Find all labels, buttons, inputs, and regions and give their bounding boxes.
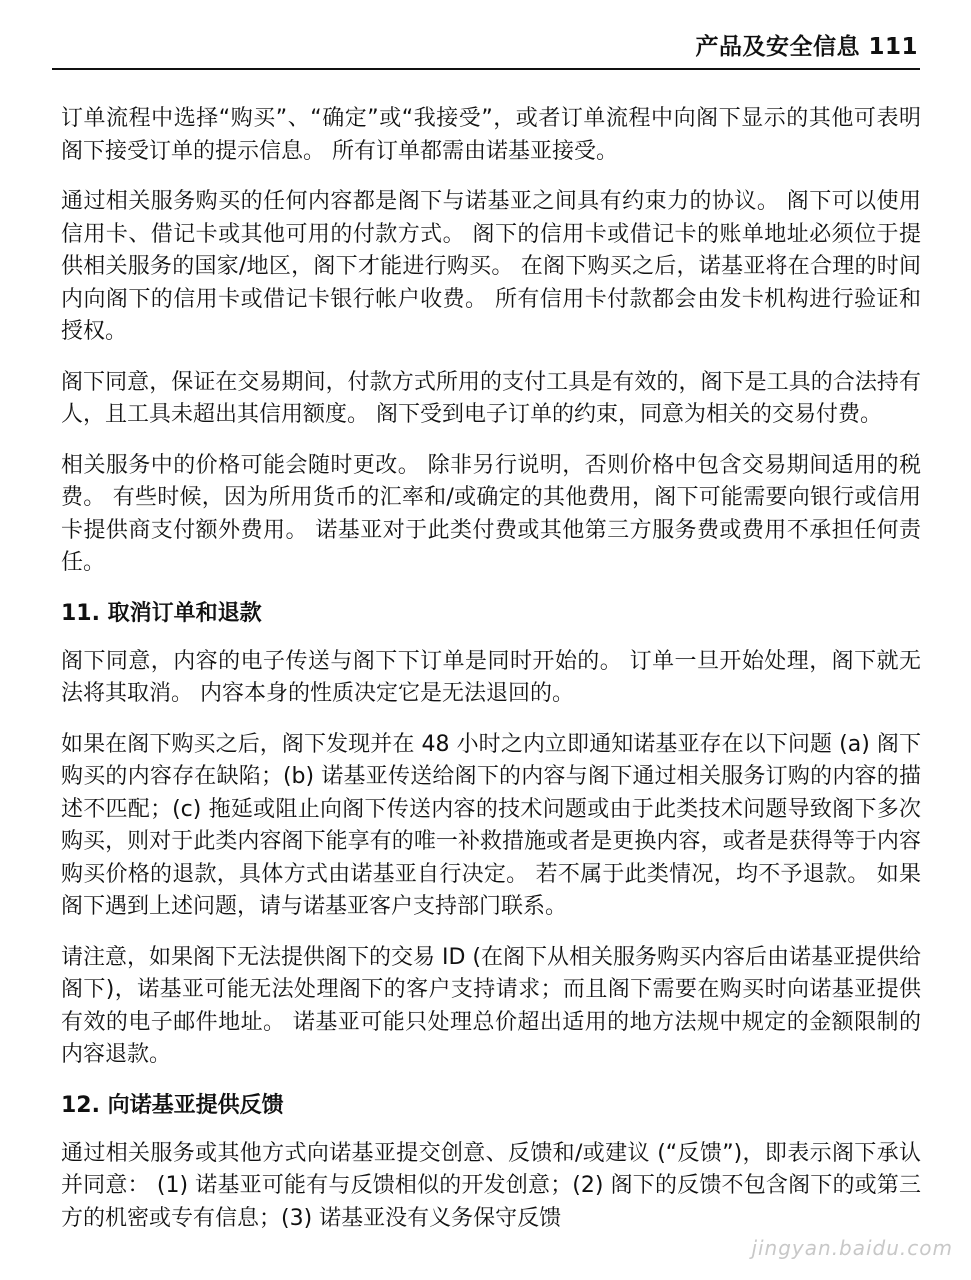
paragraph-feedback: 通过相关服务或其他方式向诺基亚提交创意、反馈和/或建议 (“反馈”)，即表示阁下承认并同意： (1) 诺基亚可能有与反馈相似的开发创意；(2) 阁下的反馈不包含阁下的或第三方的机密或专有信息；(3) 诺基亚没有义务保守反馈 <box>61 1140 921 1231</box>
watermark: jingyan.baidu.com <box>751 1236 953 1260</box>
paragraph-transaction-id: 请注意，如果阁下无法提供阁下的交易 ID (在阁下从相关服务购买内容后由诺基亚提供给阁下)，诺基亚可能无法处理阁下的客户支持请求；而且阁下需要在购买时向诺基亚提供有效的电子邮件地址。 诺基亚可能只处理总价超出适用的地方法规中规定的金额限制的内容退款。 <box>61 944 922 1067</box>
paragraph-payment-guarantee: 阁下同意，保证在交易期间，付款方式所用的支付工具是有效的，阁下是工具的合法持有人，且工具未超出其信用额度。 阁下受到电子订单的约束，同意为相关的交易付费。 <box>61 369 921 427</box>
document-body <box>61 103 921 1253</box>
header-title: 产品及安全信息 111 <box>695 34 918 60</box>
paragraph-no-cancellation: 阁下同意，内容的电子传送与阁下下订单是同时开始的。 订单一旦开始处理，阁下就无法将其取消。 内容本身的性质决定它是无法退回的。 <box>61 648 921 706</box>
paragraph-order-acceptance: 订单流程中选择“购买”、“确定”或“我接受”，或者订单流程中向阁下显示的其他可表明阁下接受订单的提示信息。 所有订单都需由诺基亚接受。 <box>61 106 921 164</box>
paragraph-binding-agreement: 通过相关服务购买的任何内容都是阁下与诺基亚之间具有约束力的协议。 阁下可以使用信用卡、借记卡或其他可用的付款方式。 阁下的信用卡或借记卡的账单地址必须位于提供相关服务的国家/地区，阁下才能进行购买。 在阁下购买之后，诺基亚将在合理的时间内向阁下的信用卡或借记卡银行帐户收费。 所有信用卡付款都会由发卡机构进行验证和授权。 <box>61 189 921 344</box>
paragraph-refund-conditions: 如果在阁下购买之后，阁下发现并在 48 小时之内立即通知诺基亚存在以下问题 (a) 阁下购买的内容存在缺陷；(b) 诺基亚传送给阁下的内容与阁下通过相关服务订购的内容的描述不匹配；(c) 拖延或阻止向阁下传送内容的技术问题或由于此类技术问题导致阁下多次购买，则对于此类内容阁下能享有的唯一补救措施或者是更换内容，或者是获得等于内容购买价格的退款，具体方式由诺基亚自行决定。 若不属于此类情况，均不予退款。 如果阁下遇到上述问题，请与诺基亚客户支持部门联系。 <box>61 731 921 919</box>
section-11-heading: 11. 取消订单和退款 <box>61 600 262 626</box>
paragraph-prices: 相关服务中的价格可能会随时更改。 除非另行说明，否则价格中包含交易期间适用的税费。 有些时候，因为所用货币的汇率和/或确定的其他费用，阁下可能需要向银行或信用卡提供商支付额外费用。 诺基亚对于此类付费或其他第三方服务费或费用不承担任何责任。 <box>61 452 921 575</box>
page-header <box>52 22 920 70</box>
section-12-heading: 12. 向诺基亚提供反馈 <box>61 1092 284 1118</box>
